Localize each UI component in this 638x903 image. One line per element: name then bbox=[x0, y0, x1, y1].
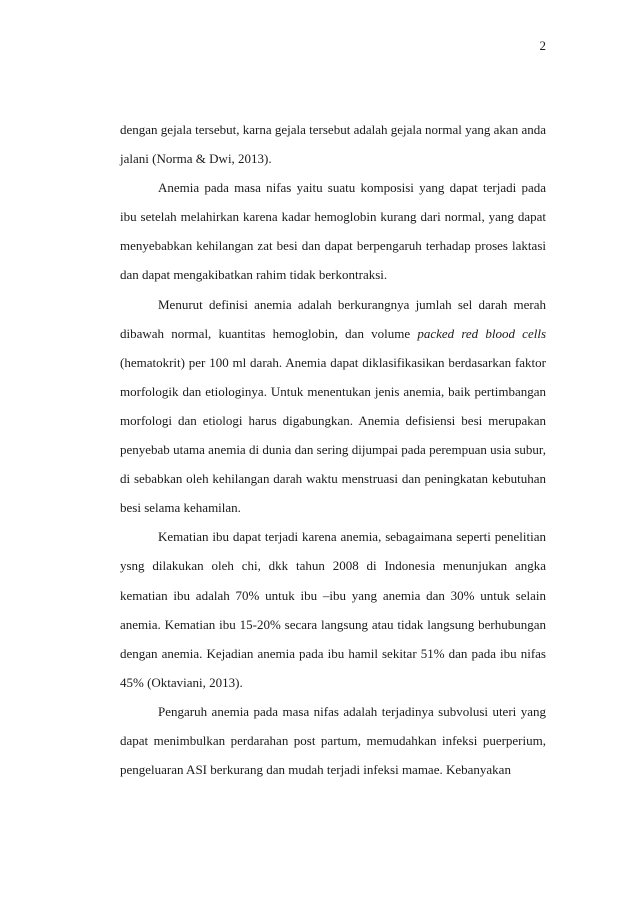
paragraph-5: Pengaruh anemia pada masa nifas adalah terjadinya subvolusi uteri yang dapat menimbulkan perdarahan post partum, memudahkan infeksi puerperium, pengeluaran ASI berkurang dan mudah terjadi infeksi mamae. Kebanyakan bbox=[120, 703, 546, 778]
paragraph-3-italic-term: packed red blood cells bbox=[417, 325, 546, 341]
page-number: 2 bbox=[539, 38, 546, 53]
paragraph-3-text-after: (hematokrit) per 100 ml darah. Anemia dapat diklasifikasikan berdasarkan faktor morfologik dan etiologinya. Untuk menentukan jenis anemia, baik pertimbangan morfologi dan etiologi harus digabungkan. Anemia defisiensi besi merupakan penyebab utama anemia di dunia dan sering dijumpai pada perempuan usia subur, di sebabkan oleh kehilangan darah waktu menstruasi dan peningkatan kebutuhan besi selama kehamilan. bbox=[120, 354, 546, 516]
paragraph-3-text-before: Menurut definisi anemia adalah berkurangnya jumlah sel darah merah dibawah normal, kuantitas hemoglobin, dan volume bbox=[120, 296, 546, 341]
paragraph-2: Anemia pada masa nifas yaitu suatu komposisi yang dapat terjadi pada ibu setelah melahirkan karena kadar hemoglobin kurang dari normal, yang dapat menyebabkan kehilangan zat besi dan dapat berpengaruh terhadap proses laktasi dan dapat mengakibatkan rahim tidak berkontraksi. bbox=[120, 180, 546, 283]
paragraph-4: Kematian ibu dapat terjadi karena anemia, sebagaimana seperti penelitian ysng dilakukan oleh chi, dkk tahun 2008 di Indonesia menunjukan angka kematian ibu adalah 70% untuk ibu –ibu yang anemia dan 30% untuk selain anemia. Kematian ibu 15-20% secara langsung atau tidak langsung berhubungan dengan anemia. Kejadian anemia pada ibu hamil sekitar 51% dan pada ibu nifas 45% (Oktaviani, 2013). bbox=[120, 529, 546, 690]
body-text bbox=[120, 115, 546, 784]
paragraph-3 bbox=[120, 290, 546, 523]
paragraph-1: dengan gejala tersebut, karna gejala tersebut adalah gejala normal yang akan anda jalani (Norma & Dwi, 2013). bbox=[120, 122, 546, 167]
